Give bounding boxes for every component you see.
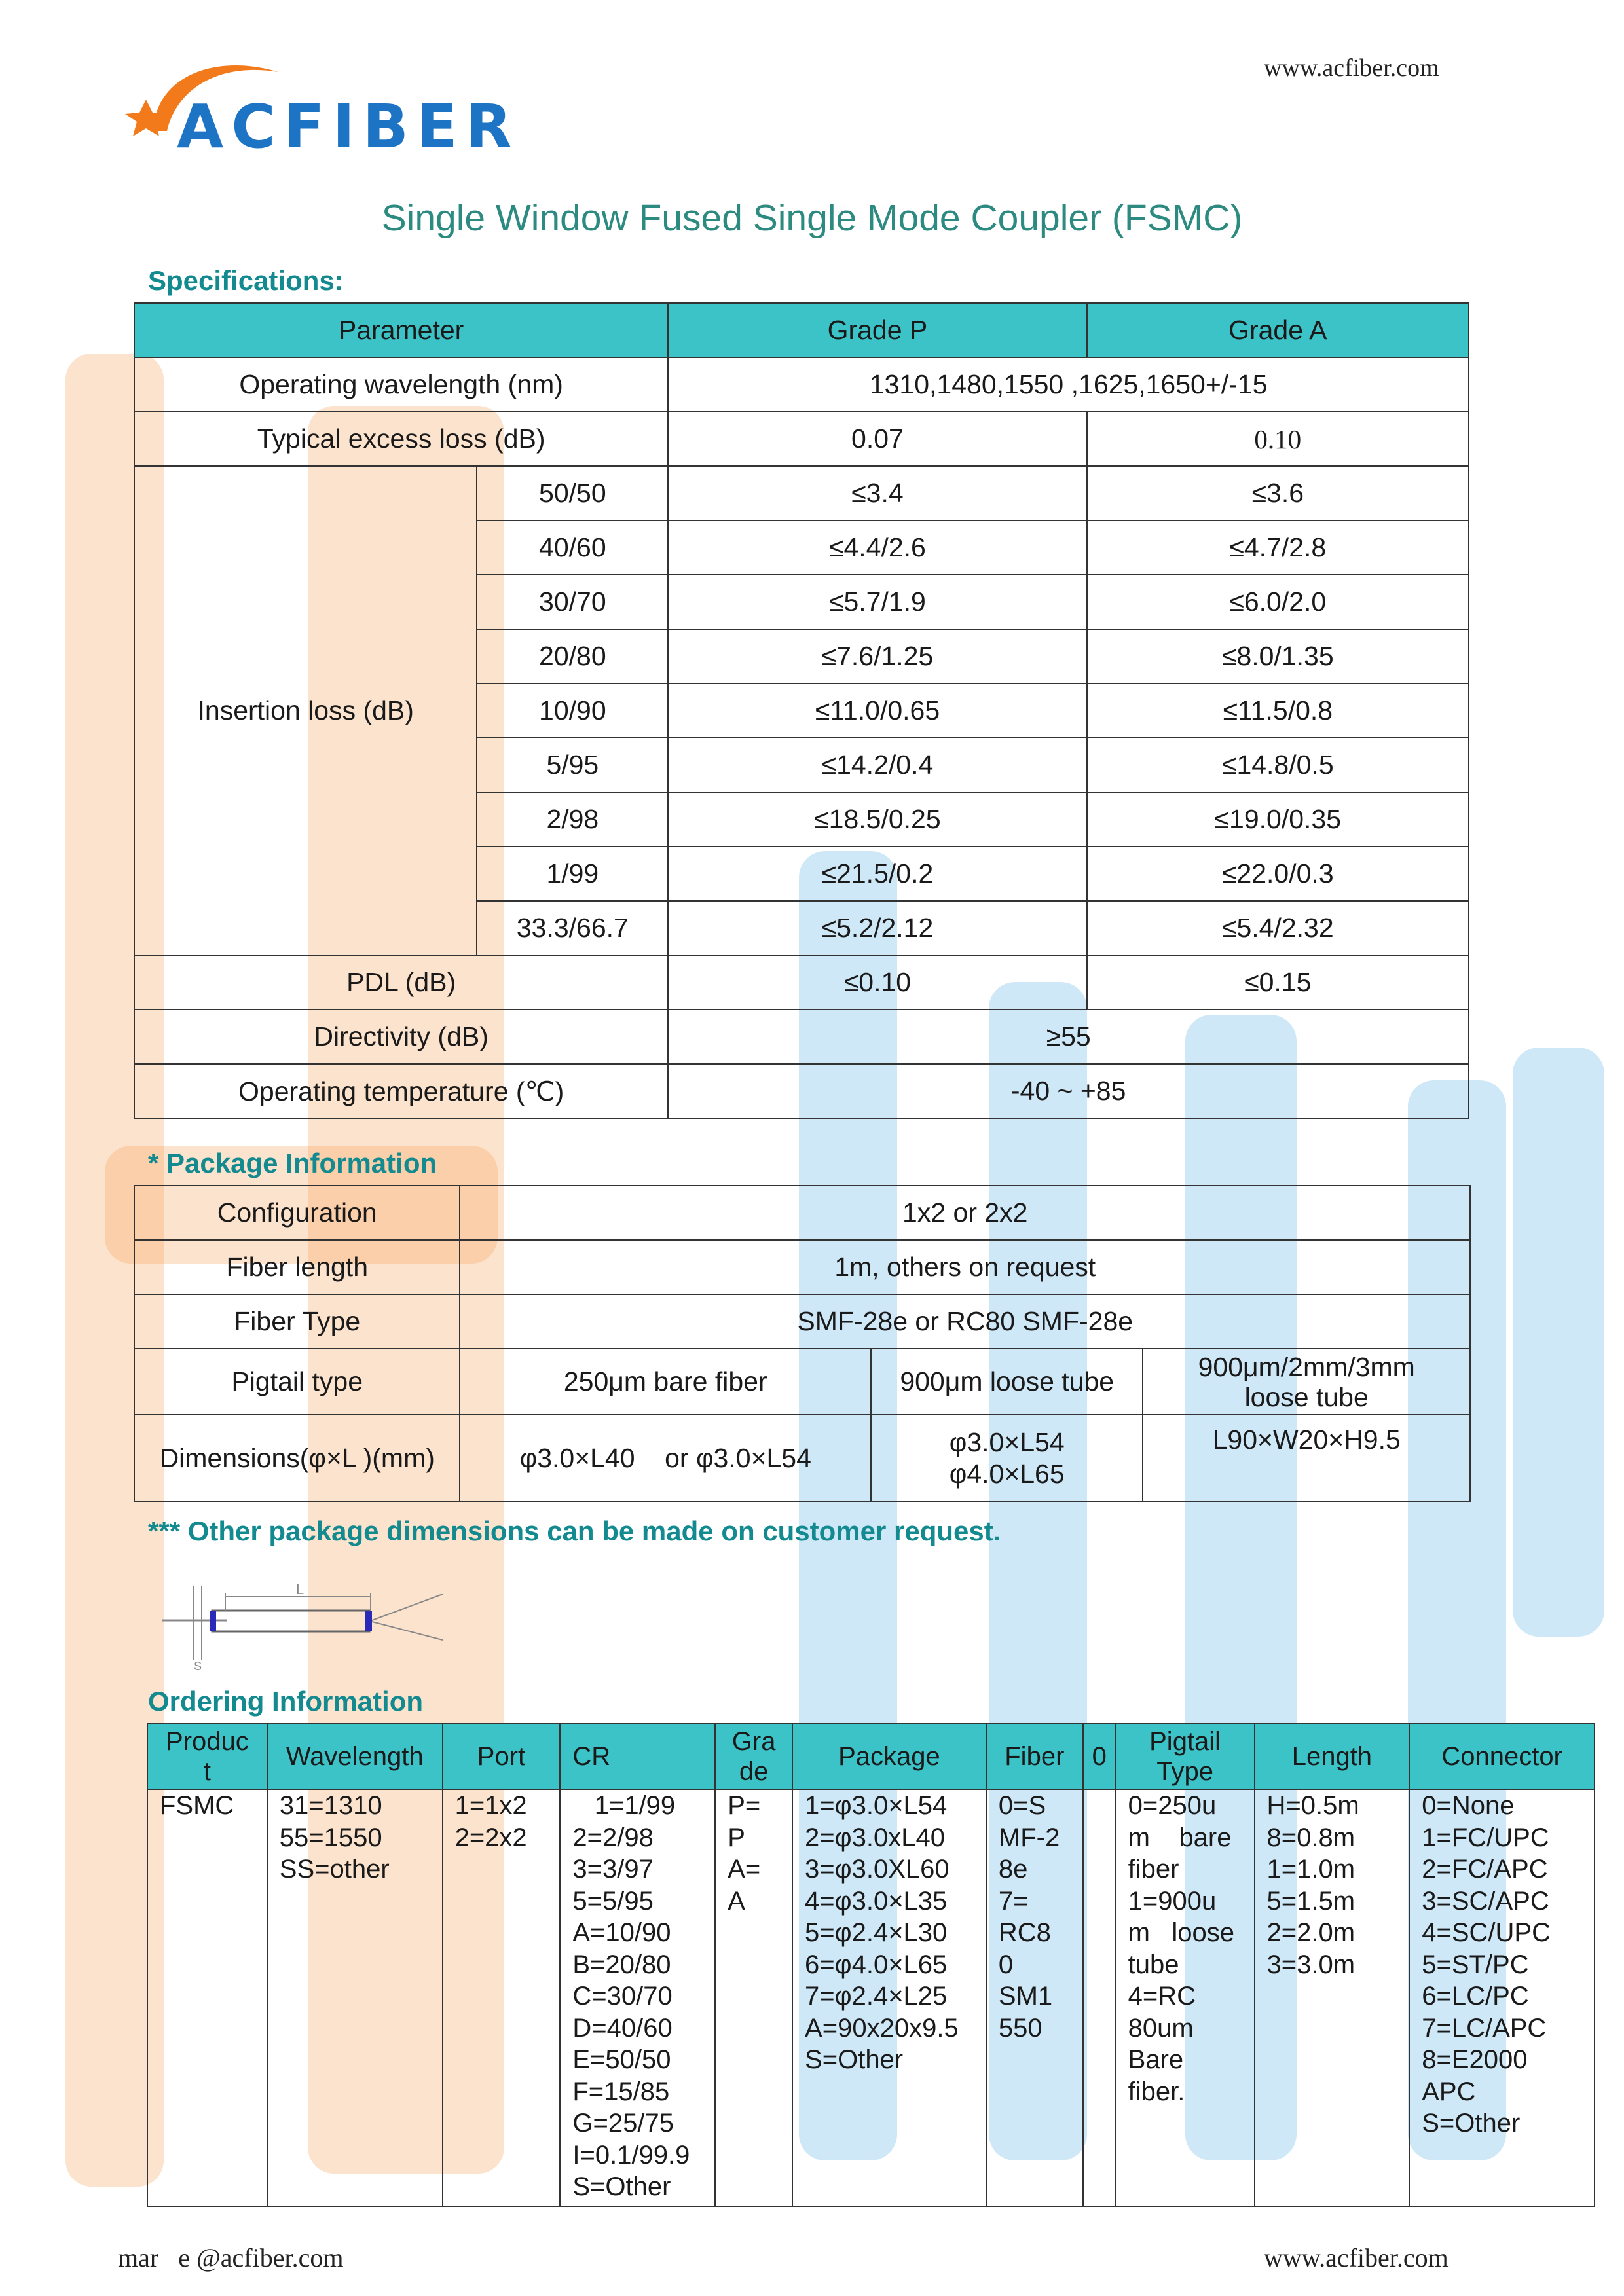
ordering-code-line: 31=1310 (279, 1791, 382, 1820)
ordering-code-line: 0=None (1422, 1791, 1515, 1820)
col-length (1255, 1789, 1410, 2206)
watermark-blue-block-5 (1513, 1048, 1604, 1637)
ordering-code-line: MF-2 (998, 1823, 1060, 1852)
pkg-value: 1m, others on request (460, 1240, 1470, 1294)
grade-p-value: ≤7.6/1.25 (668, 629, 1086, 683)
ordering-code-line: 3=3.0m (1266, 1950, 1356, 1979)
specifications-table (134, 302, 1469, 1119)
grade-a-value: ≤19.0/0.35 (1087, 792, 1469, 847)
ordering-code-line: 2=φ3.0xL40 (805, 1823, 945, 1852)
ordering-code-line: 7=φ2.4×L25 (805, 1982, 948, 2011)
header-parameter: Parameter (134, 303, 668, 357)
header-url[interactable]: www.acfiber.com (1264, 54, 1439, 82)
split-ratio: 40/60 (477, 520, 668, 575)
ordering-code-line: S=Other (805, 2045, 904, 2074)
ordering-code-line: 2=FC/APC (1422, 1855, 1548, 1884)
col-connector (1409, 1789, 1595, 2206)
diagram-length-label: L (296, 1581, 304, 1597)
grade-a-value: ≤22.0/0.3 (1087, 847, 1469, 901)
ordering-code-line: 2=2x2 (454, 1823, 527, 1852)
param-label: Operating temperature (℃) (134, 1064, 668, 1118)
ordering-code-line: 55=1550 (279, 1823, 382, 1852)
ordering-code-line: A (728, 1886, 745, 1916)
grade-a-value: ≤6.0/2.0 (1087, 575, 1469, 629)
ordering-code-line: FSMC (160, 1791, 234, 1820)
split-ratio: 10/90 (477, 683, 668, 738)
header-length: Length (1255, 1724, 1410, 1789)
ordering-code-line: m loose (1128, 1918, 1234, 1947)
ordering-heading: Ordering Information (148, 1686, 423, 1717)
col-wavelength (267, 1789, 443, 2206)
grade-p-value: ≤4.4/2.6 (668, 520, 1086, 575)
ordering-code-line: 1=FC/UPC (1422, 1823, 1549, 1852)
ordering-code-line: 5=1.5m (1266, 1886, 1356, 1916)
ordering-code-line: P (728, 1823, 745, 1852)
pkg-loose-line1: φ3.0×L54 (949, 1427, 1065, 1457)
ordering-code-line: 7=LC/APC (1422, 2013, 1547, 2043)
table-row (134, 1064, 1469, 1118)
split-ratio: 1/99 (477, 847, 668, 901)
grade-a-value: ≤4.7/2.8 (1087, 520, 1469, 575)
pkg-tube-line2: loose tube (1244, 1381, 1369, 1412)
ordering-code-line: 8=0.8m (1266, 1823, 1356, 1852)
ordering-code-line: 80um (1128, 2013, 1194, 2043)
col-pigtail-type (1116, 1789, 1255, 2206)
pkg-label: Configuration (134, 1186, 460, 1240)
col-cr (560, 1789, 715, 2206)
ordering-code-line: 5=φ2.4×L30 (805, 1918, 948, 1947)
ordering-table (147, 1723, 1595, 2207)
ordering-code-line: Bare (1128, 2045, 1184, 2074)
ordering-code-line: 6=LC/PC (1422, 1982, 1529, 2011)
grade-p-value: ≤21.5/0.2 (668, 847, 1086, 901)
ordering-code-line: E=50/50 (572, 2045, 671, 2074)
grade-p-value: ≤11.0/0.65 (668, 683, 1086, 738)
pkg-tube-line1: 900μm/2mm/3mm (1198, 1351, 1415, 1382)
ordering-code-line: fiber (1128, 1855, 1179, 1884)
header-zero: 0 (1083, 1724, 1116, 1789)
brand-name: ACFIBER (177, 92, 520, 162)
ordering-code-line: 7= (998, 1886, 1029, 1916)
ordering-code-line: APC (1422, 2077, 1476, 2106)
grade-p-value: ≤14.2/0.4 (668, 738, 1086, 792)
ordering-body-row (147, 1789, 1595, 2206)
table-row (134, 1415, 1470, 1501)
grade-a-value: ≤14.8/0.5 (1087, 738, 1469, 792)
grade-a-value: ≤0.15 (1087, 955, 1469, 1010)
pkg-value-tube (1143, 1349, 1470, 1415)
pkg-loose-line2: φ4.0×L65 (949, 1459, 1065, 1489)
package-heading: * Package Information (148, 1148, 437, 1178)
ordering-code-line: 3=3/97 (572, 1855, 654, 1884)
ordering-code-line: B=20/80 (572, 1950, 671, 1979)
ordering-code-line: I=0.1/99.9 (572, 2140, 690, 2170)
ordering-code-line: 3=φ3.0XL60 (805, 1855, 950, 1884)
grade-a-value: ≤3.6 (1087, 466, 1469, 520)
grade-p-value: ≤0.10 (668, 955, 1086, 1010)
ordering-code-line: A=90x20x9.5 (805, 2013, 959, 2043)
ordering-code-line: RC8 (998, 1918, 1051, 1947)
ordering-code-line: G=25/75 (572, 2109, 674, 2138)
param-label: PDL (dB) (134, 955, 668, 1010)
ordering-code-line: 1=1/99 (572, 1791, 676, 1820)
split-ratio: 2/98 (477, 792, 668, 847)
pkg-value: 250μm bare fiber (460, 1349, 871, 1415)
grade-p-value: ≤5.7/1.9 (668, 575, 1086, 629)
spec-header-row (134, 303, 1469, 357)
param-label: Typical excess loss (dB) (134, 412, 668, 466)
col-grade (715, 1789, 792, 2206)
col-product (147, 1789, 267, 2206)
ordering-code-line: 3=SC/APC (1422, 1886, 1549, 1916)
split-ratio: 33.3/66.7 (477, 901, 668, 955)
pkg-value: L90×W20×H9.5 (1143, 1415, 1470, 1501)
ordering-code-line: C=30/70 (572, 1982, 673, 2011)
header-wavelength: Wavelength (267, 1724, 443, 1789)
grade-a-value: ≤5.4/2.32 (1087, 901, 1469, 955)
table-row (134, 412, 1469, 466)
pkg-value: 900μm loose tube (871, 1349, 1143, 1415)
ordering-code-line: S=Other (572, 2172, 671, 2201)
ordering-code-line: 2=2.0m (1266, 1918, 1356, 1947)
param-value: 1310,1480,1550 ,1625,1650+/-15 (668, 357, 1469, 412)
coupler-drawing-icon (155, 1575, 449, 1673)
split-ratio: 20/80 (477, 629, 668, 683)
grade-p-value: ≤3.4 (668, 466, 1086, 520)
pkg-label: Fiber Type (134, 1294, 460, 1349)
coupler-diagram (155, 1575, 449, 1673)
header-grade-p: Grade P (668, 303, 1086, 357)
ordering-code-line: 6=φ4.0×L65 (805, 1950, 948, 1979)
header-package: Package (792, 1724, 986, 1789)
param-label: Directivity (dB) (134, 1010, 668, 1064)
ordering-code-line: 550 (998, 2013, 1043, 2043)
ordering-code-line: D=40/60 (572, 2013, 673, 2043)
specifications-heading: Specifications: (148, 265, 344, 296)
ordering-code-line: 0=250u (1128, 1791, 1217, 1820)
pkg-value-loose (871, 1415, 1143, 1501)
ordering-code-line: SS=other (279, 1855, 390, 1884)
table-row (134, 1010, 1469, 1064)
col-package (792, 1789, 986, 2206)
footer-email[interactable]: mar e @acfiber.com (118, 2243, 344, 2272)
ordering-code-line: A= (728, 1855, 761, 1884)
header-pigtail-type: Pigtail Type (1116, 1724, 1255, 1789)
table-row (134, 1186, 1470, 1240)
ordering-code-line: 1=φ3.0×L54 (805, 1791, 948, 1820)
ordering-code-line: 5=5/95 (572, 1886, 654, 1916)
package-table (134, 1185, 1471, 1502)
col-fiber (986, 1789, 1083, 2206)
header-connector: Connector (1409, 1724, 1595, 1789)
param-label: Insertion loss (dB) (134, 466, 477, 955)
pkg-label: Dimensions(φ×L )(mm) (134, 1415, 460, 1501)
col-port (443, 1789, 561, 2206)
ordering-code-line: 4=RC (1128, 1982, 1196, 2011)
ordering-code-line: 8=E2000 (1422, 2045, 1528, 2074)
param-label: Operating wavelength (nm) (134, 357, 668, 412)
diagram-dia-label: S (194, 1660, 202, 1673)
split-ratio: 5/95 (477, 738, 668, 792)
footer-url[interactable]: www.acfiber.com (1264, 2243, 1449, 2272)
pkg-label: Pigtail type (134, 1349, 460, 1415)
ordering-code-line: 0=S (998, 1791, 1046, 1820)
ordering-code-line: m bare (1128, 1823, 1232, 1852)
param-value: ≥55 (668, 1010, 1469, 1064)
param-value: -40 ~ +85 (668, 1064, 1469, 1118)
col-zero (1083, 1789, 1116, 2206)
table-row (134, 466, 1469, 520)
ordering-code-line: A=10/90 (572, 1918, 671, 1947)
grade-p-value: ≤18.5/0.25 (668, 792, 1086, 847)
split-ratio: 50/50 (477, 466, 668, 520)
ordering-code-line: 8e (998, 1855, 1028, 1884)
header-grade-a: Grade A (1087, 303, 1469, 357)
grade-a-value: 0.10 (1087, 412, 1469, 466)
brand-logo (115, 52, 520, 162)
header-grade: Gra de (715, 1724, 792, 1789)
grade-a-value: ≤8.0/1.35 (1087, 629, 1469, 683)
table-row (134, 1294, 1470, 1349)
ordering-code-line: 1=1x2 (454, 1791, 527, 1820)
table-row (134, 357, 1469, 412)
table-row (134, 1240, 1470, 1294)
header-cr: CR (560, 1724, 715, 1789)
ordering-code-line: 1=1.0m (1266, 1855, 1356, 1884)
ordering-code-line: 4=SC/UPC (1422, 1918, 1551, 1947)
table-row (134, 1349, 1470, 1415)
ordering-code-line: S=Other (1422, 2109, 1521, 2138)
grade-p-value: ≤5.2/2.12 (668, 901, 1086, 955)
ordering-code-line: P= (728, 1791, 761, 1820)
grade-p-value: 0.07 (668, 412, 1086, 466)
ordering-code-line: tube (1128, 1950, 1179, 1979)
package-note: *** Other package dimensions can be made on customer request. (148, 1516, 1001, 1546)
page-title: Single Window Fused Single Mode Coupler (FSMC) (381, 197, 1243, 239)
ordering-code-line: H=0.5m (1266, 1791, 1359, 1820)
ordering-header-row (147, 1724, 1595, 1789)
header-product: Produc t (147, 1724, 267, 1789)
header-port: Port (443, 1724, 561, 1789)
ordering-code-line: 5=ST/PC (1422, 1950, 1529, 1979)
grade-a-value: ≤11.5/0.8 (1087, 683, 1469, 738)
ordering-code-line: 0 (998, 1950, 1014, 1979)
header-fiber: Fiber (986, 1724, 1083, 1789)
ordering-code-line: fiber. (1128, 2077, 1185, 2106)
ordering-code-line: 1=900u (1128, 1886, 1217, 1916)
split-ratio: 30/70 (477, 575, 668, 629)
ordering-code-line: F=15/85 (572, 2077, 670, 2106)
pkg-label: Fiber length (134, 1240, 460, 1294)
ordering-code-line: SM1 (998, 1982, 1053, 2011)
pkg-value: φ3.0×L40 or φ3.0×L54 (460, 1415, 871, 1501)
ordering-code-line: 2=2/98 (572, 1823, 654, 1852)
table-row (134, 955, 1469, 1010)
pkg-value: 1x2 or 2x2 (460, 1186, 1470, 1240)
pkg-value: SMF-28e or RC80 SMF-28e (460, 1294, 1470, 1349)
ordering-code-line: 4=φ3.0×L35 (805, 1886, 948, 1916)
